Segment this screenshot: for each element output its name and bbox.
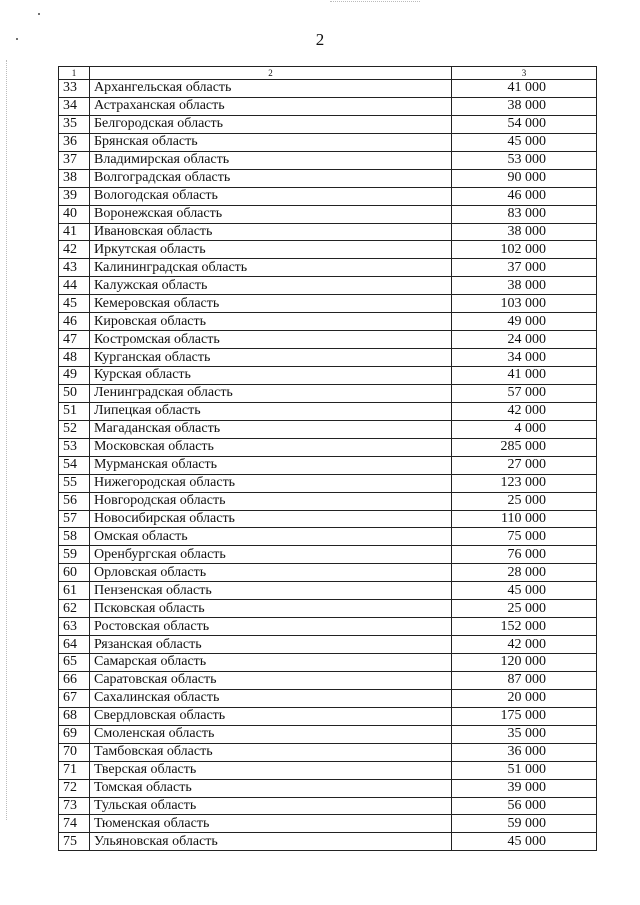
table-row — [59, 115, 597, 133]
region-value-cell: 38 000 — [452, 277, 597, 295]
region-name-cell: Курганская область — [90, 349, 452, 367]
table-row — [59, 510, 597, 528]
table-row — [59, 133, 597, 151]
region-name-cell: Кемеровская область — [90, 295, 452, 313]
region-value-cell: 152 000 — [452, 618, 597, 636]
row-number-cell: 70 — [59, 743, 90, 761]
table-row — [59, 492, 597, 510]
region-name-cell: Свердловская область — [90, 707, 452, 725]
region-name-cell: Псковская область — [90, 600, 452, 618]
table-row — [59, 564, 597, 582]
region-value-cell: 90 000 — [452, 169, 597, 187]
region-name-cell: Рязанская область — [90, 636, 452, 654]
row-number-cell: 44 — [59, 277, 90, 295]
region-name-cell: Архангельская область — [90, 80, 452, 98]
region-value-cell: 38 000 — [452, 97, 597, 115]
region-value-cell: 42 000 — [452, 636, 597, 654]
table-row — [59, 331, 597, 349]
row-number-cell: 38 — [59, 169, 90, 187]
row-number-cell: 34 — [59, 97, 90, 115]
region-value-cell: 37 000 — [452, 259, 597, 277]
row-number-cell: 60 — [59, 564, 90, 582]
row-number-cell: 42 — [59, 241, 90, 259]
region-value-cell: 27 000 — [452, 456, 597, 474]
table-row — [59, 779, 597, 797]
region-value-cell: 103 000 — [452, 295, 597, 313]
region-name-cell: Тульская область — [90, 797, 452, 815]
region-value-cell: 110 000 — [452, 510, 597, 528]
table-row — [59, 707, 597, 725]
region-value-cell: 76 000 — [452, 546, 597, 564]
table-row — [59, 295, 597, 313]
table-row — [59, 420, 597, 438]
region-name-cell: Липецкая область — [90, 402, 452, 420]
table-row — [59, 151, 597, 169]
region-name-cell: Сахалинская область — [90, 689, 452, 707]
region-name-cell: Тверская область — [90, 761, 452, 779]
row-number-cell: 58 — [59, 528, 90, 546]
row-number-cell: 35 — [59, 115, 90, 133]
region-name-cell: Ленинградская область — [90, 384, 452, 402]
row-number-cell: 56 — [59, 492, 90, 510]
table-row — [59, 402, 597, 420]
region-name-cell: Оренбургская область — [90, 546, 452, 564]
row-number-cell: 63 — [59, 618, 90, 636]
region-value-cell: 46 000 — [452, 187, 597, 205]
table-row — [59, 689, 597, 707]
table-row — [59, 367, 597, 385]
table-header-row — [59, 67, 597, 80]
region-name-cell: Кировская область — [90, 313, 452, 331]
table-row — [59, 815, 597, 833]
region-value-cell: 54 000 — [452, 115, 597, 133]
region-value-cell: 42 000 — [452, 402, 597, 420]
region-name-cell: Смоленская область — [90, 725, 452, 743]
row-number-cell: 53 — [59, 438, 90, 456]
table-row — [59, 205, 597, 223]
row-number-cell: 46 — [59, 313, 90, 331]
region-value-cell: 38 000 — [452, 223, 597, 241]
table-row — [59, 797, 597, 815]
row-number-cell: 73 — [59, 797, 90, 815]
region-value-cell: 20 000 — [452, 689, 597, 707]
table-row — [59, 259, 597, 277]
region-name-cell: Орловская область — [90, 564, 452, 582]
region-value-cell: 51 000 — [452, 761, 597, 779]
region-value-cell: 57 000 — [452, 384, 597, 402]
row-number-cell: 64 — [59, 636, 90, 654]
table-row — [59, 725, 597, 743]
row-number-cell: 57 — [59, 510, 90, 528]
region-value-cell: 123 000 — [452, 474, 597, 492]
region-name-cell: Калининградская область — [90, 259, 452, 277]
row-number-cell: 51 — [59, 402, 90, 420]
region-value-cell: 59 000 — [452, 815, 597, 833]
region-value-cell: 24 000 — [452, 331, 597, 349]
row-number-cell: 37 — [59, 151, 90, 169]
row-number-cell: 33 — [59, 80, 90, 98]
region-value-cell: 175 000 — [452, 707, 597, 725]
row-number-cell: 49 — [59, 367, 90, 385]
row-number-cell: 66 — [59, 671, 90, 689]
table-row — [59, 600, 597, 618]
table-row — [59, 546, 597, 564]
region-name-cell: Нижегородская область — [90, 474, 452, 492]
scan-speck — [38, 13, 40, 15]
row-number-cell: 36 — [59, 133, 90, 151]
region-value-cell: 285 000 — [452, 438, 597, 456]
region-name-cell: Омская область — [90, 528, 452, 546]
table-row — [59, 618, 597, 636]
table-row — [59, 97, 597, 115]
region-value-cell: 25 000 — [452, 492, 597, 510]
table-row — [59, 743, 597, 761]
row-number-cell: 74 — [59, 815, 90, 833]
row-number-cell: 68 — [59, 707, 90, 725]
region-value-cell: 45 000 — [452, 133, 597, 151]
row-number-cell: 43 — [59, 259, 90, 277]
row-number-cell: 61 — [59, 582, 90, 600]
region-value-cell: 36 000 — [452, 743, 597, 761]
region-name-cell: Мурманская область — [90, 456, 452, 474]
table-row — [59, 169, 597, 187]
region-name-cell: Астраханская область — [90, 97, 452, 115]
header-cell-value: 3 — [452, 67, 597, 80]
region-name-cell: Ульяновская область — [90, 833, 452, 851]
region-name-cell: Тюменская область — [90, 815, 452, 833]
region-name-cell: Белгородская область — [90, 115, 452, 133]
row-number-cell: 40 — [59, 205, 90, 223]
page-number: 2 — [315, 30, 325, 49]
table-row — [59, 80, 597, 98]
table-row — [59, 187, 597, 205]
table-row — [59, 223, 597, 241]
region-value-cell: 49 000 — [452, 313, 597, 331]
region-name-cell: Волгоградская область — [90, 169, 452, 187]
region-value-cell: 41 000 — [452, 367, 597, 385]
region-value-cell: 34 000 — [452, 349, 597, 367]
row-number-cell: 59 — [59, 546, 90, 564]
region-value-cell: 120 000 — [452, 654, 597, 672]
region-name-cell: Владимирская область — [90, 151, 452, 169]
row-number-cell: 54 — [59, 456, 90, 474]
row-number-cell: 47 — [59, 331, 90, 349]
region-value-cell: 4 000 — [452, 420, 597, 438]
table-row — [59, 582, 597, 600]
row-number-cell: 67 — [59, 689, 90, 707]
region-name-cell: Пензенская область — [90, 582, 452, 600]
table-row — [59, 474, 597, 492]
table-row — [59, 241, 597, 259]
row-number-cell: 39 — [59, 187, 90, 205]
header-cell-number: 1 — [59, 67, 90, 80]
region-value-cell: 53 000 — [452, 151, 597, 169]
region-name-cell: Новгородская область — [90, 492, 452, 510]
region-name-cell: Новосибирская область — [90, 510, 452, 528]
region-name-cell: Московская область — [90, 438, 452, 456]
region-name-cell: Самарская область — [90, 654, 452, 672]
row-number-cell: 41 — [59, 223, 90, 241]
region-value-cell: 28 000 — [452, 564, 597, 582]
regions-table — [58, 66, 597, 851]
region-value-cell: 56 000 — [452, 797, 597, 815]
region-value-cell: 41 000 — [452, 80, 597, 98]
scan-edge-artifact — [6, 60, 8, 820]
region-value-cell: 45 000 — [452, 833, 597, 851]
region-value-cell: 87 000 — [452, 671, 597, 689]
region-name-cell: Воронежская область — [90, 205, 452, 223]
row-number-cell: 75 — [59, 833, 90, 851]
table-row — [59, 528, 597, 546]
region-value-cell: 35 000 — [452, 725, 597, 743]
header-cell-name: 2 — [90, 67, 452, 80]
region-name-cell: Иркутская область — [90, 241, 452, 259]
region-name-cell: Ивановская область — [90, 223, 452, 241]
region-value-cell: 39 000 — [452, 779, 597, 797]
region-name-cell: Курская область — [90, 367, 452, 385]
table-row — [59, 277, 597, 295]
scan-edge-artifact — [330, 1, 420, 3]
row-number-cell: 48 — [59, 349, 90, 367]
row-number-cell: 69 — [59, 725, 90, 743]
row-number-cell: 52 — [59, 420, 90, 438]
row-number-cell: 71 — [59, 761, 90, 779]
region-value-cell: 75 000 — [452, 528, 597, 546]
row-number-cell: 50 — [59, 384, 90, 402]
table-row — [59, 438, 597, 456]
region-value-cell: 45 000 — [452, 582, 597, 600]
region-name-cell: Калужская область — [90, 277, 452, 295]
table-row — [59, 761, 597, 779]
region-name-cell: Вологодская область — [90, 187, 452, 205]
row-number-cell: 62 — [59, 600, 90, 618]
region-value-cell: 25 000 — [452, 600, 597, 618]
region-name-cell: Костромская область — [90, 331, 452, 349]
row-number-cell: 72 — [59, 779, 90, 797]
table-row — [59, 456, 597, 474]
region-value-cell: 102 000 — [452, 241, 597, 259]
table-row — [59, 671, 597, 689]
region-name-cell: Саратовская область — [90, 671, 452, 689]
region-value-cell: 83 000 — [452, 205, 597, 223]
row-number-cell: 55 — [59, 474, 90, 492]
table-row — [59, 384, 597, 402]
row-number-cell: 65 — [59, 654, 90, 672]
region-name-cell: Магаданская область — [90, 420, 452, 438]
table-row — [59, 833, 597, 851]
table-row — [59, 349, 597, 367]
region-name-cell: Ростовская область — [90, 618, 452, 636]
table-row — [59, 313, 597, 331]
row-number-cell: 45 — [59, 295, 90, 313]
region-name-cell: Брянская область — [90, 133, 452, 151]
region-name-cell: Тамбовская область — [90, 743, 452, 761]
table-row — [59, 654, 597, 672]
region-name-cell: Томская область — [90, 779, 452, 797]
table-row — [59, 636, 597, 654]
